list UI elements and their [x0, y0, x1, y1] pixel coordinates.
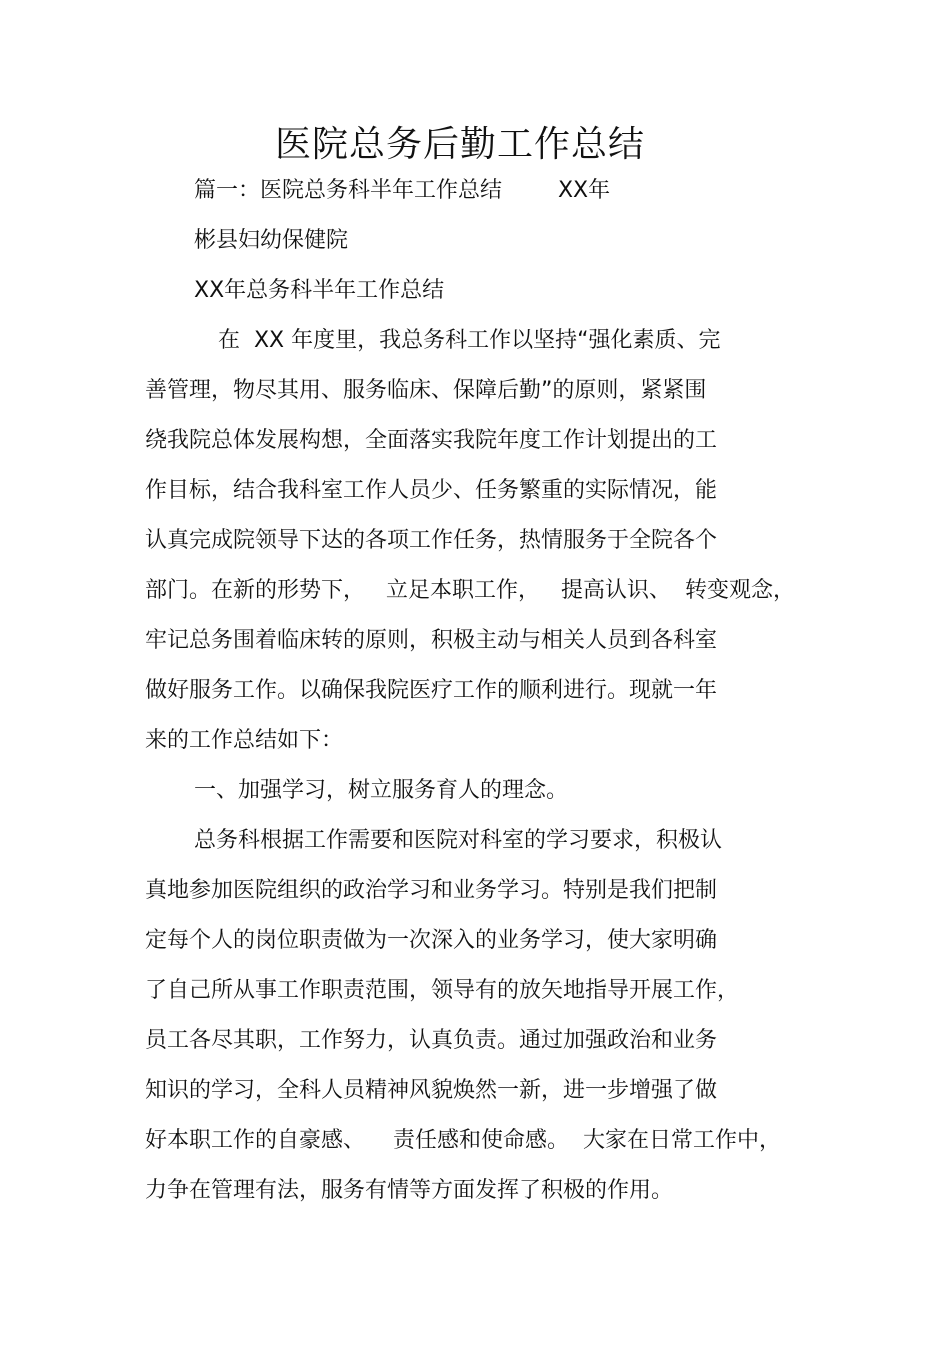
paragraph-2-line: 了自己所从事工作职责范围，领导有的放矢地指导开展工作，	[145, 978, 740, 1003]
document-title: 医院总务后勤工作总结	[274, 124, 645, 165]
header-line-subtitle: XX年总务科半年工作总结	[194, 278, 445, 303]
header-line-hospital: 彬县妇幼保健院	[194, 228, 349, 253]
paragraph-1-line: 牢记总务围着临床转的原则，积极主动与相关人员到各科室	[145, 628, 718, 653]
paragraph-2-line: 定每个人的岗位职责做为一次深入的业务学习，使大家明确	[145, 928, 718, 953]
paragraph-1-line: 在 XX 年度里，我总务科工作以坚持“强化素质、完	[218, 328, 721, 353]
paragraph-1-line: 做好服务工作。以确保我院医疗工作的顺利进行。现就一年	[145, 678, 718, 703]
section-1-heading: 一、加强学习，树立服务育人的理念。	[194, 778, 569, 803]
paragraph-2-line: 好本职工作的自豪感、 责任感和使命感。 大家在日常工作中，	[145, 1128, 781, 1153]
header-line-article: 篇一：医院总务科半年工作总结 XX年	[194, 178, 611, 203]
paragraph-1-line: 认真完成院领导下达的各项工作任务，热情服务于全院各个	[145, 528, 718, 553]
paragraph-2-line: 员工各尽其职，工作努力，认真负责。通过加强政治和业务	[145, 1028, 718, 1053]
paragraph-2-line: 真地参加医院组织的政治学习和业务学习。特别是我们把制	[145, 878, 718, 903]
paragraph-2-line: 总务科根据工作需要和医院对科室的学习要求，积极认	[194, 828, 723, 853]
paragraph-1-line: 部门。在新的形势下， 立足本职工作， 提高认识、 转变观念，	[145, 578, 795, 603]
paragraph-1-line: 来的工作总结如下：	[145, 728, 344, 753]
paragraph-1-line: 善管理，物尽其用、服务临床、保障后勤”的原则，紧紧围	[145, 378, 707, 403]
paragraph-2-line: 力争在管理有法，服务有情等方面发挥了积极的作用。	[145, 1178, 674, 1203]
paragraph-2-line: 知识的学习，全科人员精神风貌焕然一新，进一步增强了做	[145, 1078, 718, 1103]
paragraph-1-line: 绕我院总体发展构想，全面落实我院年度工作计划提出的工	[145, 428, 718, 453]
paragraph-1-line: 作目标，结合我科室工作人员少、任务繁重的实际情况，能	[145, 478, 718, 503]
